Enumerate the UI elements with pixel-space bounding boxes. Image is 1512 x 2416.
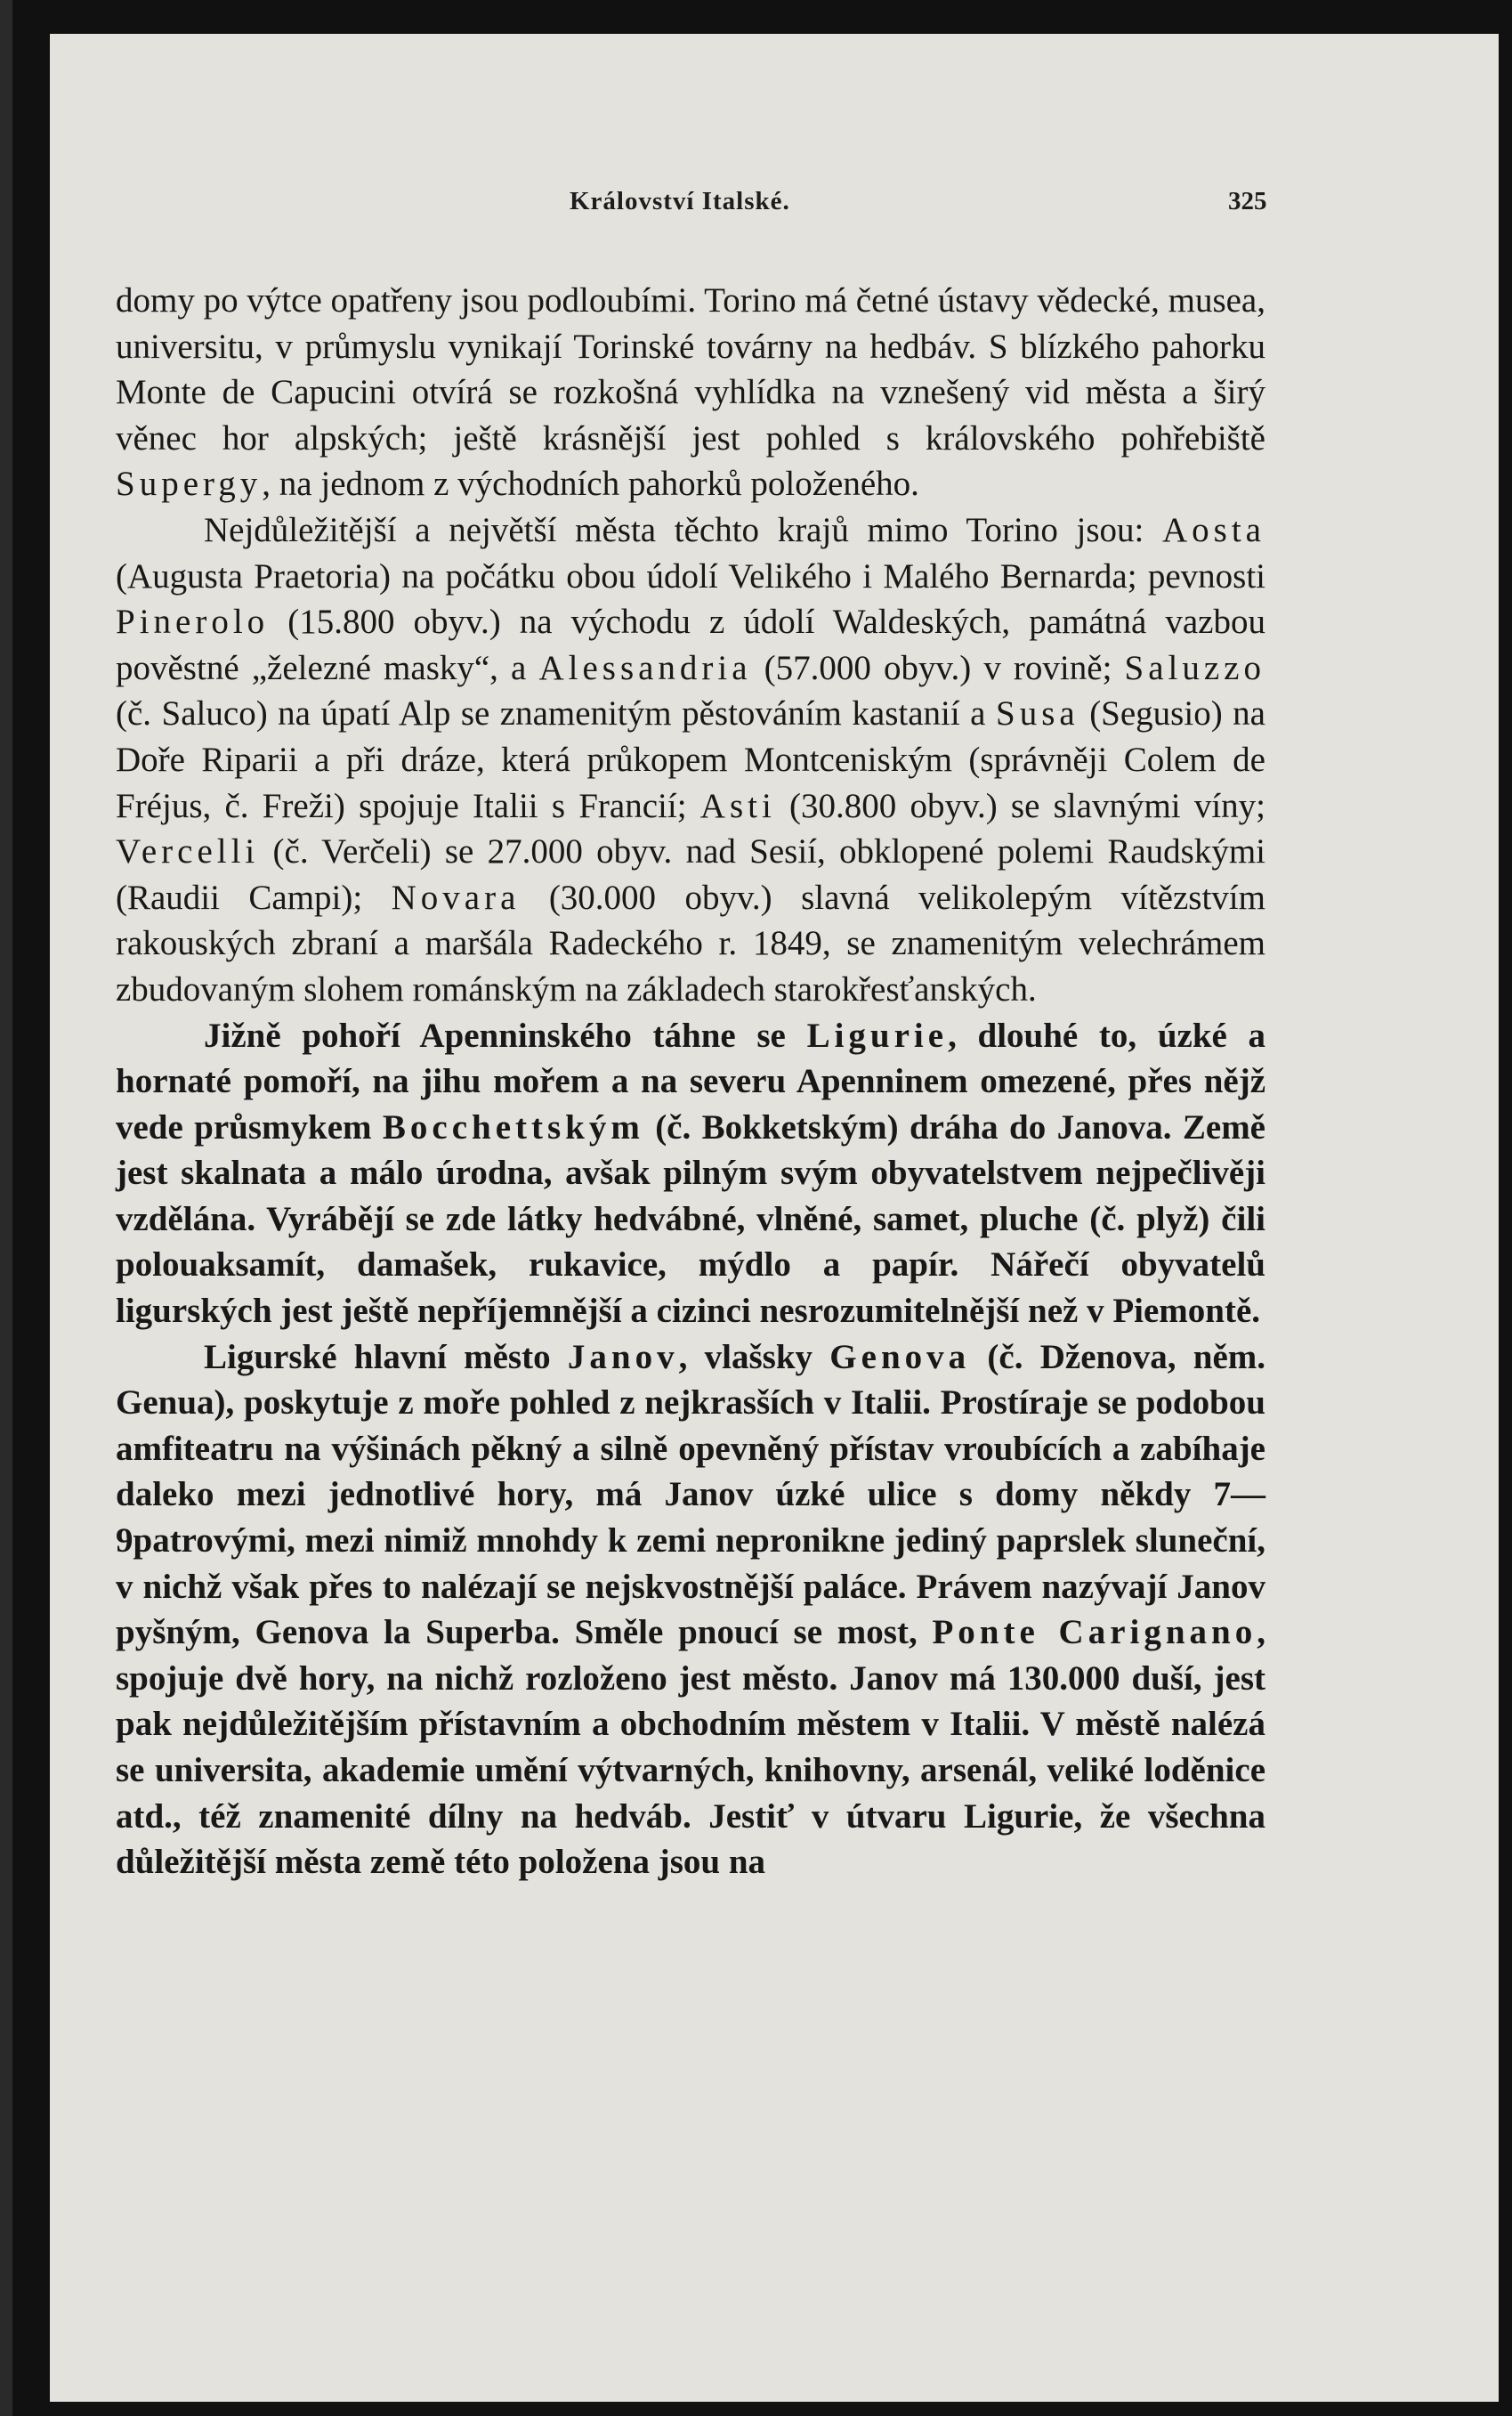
text-run: , dlouhé to, úzké a hornaté pomoří, na jihu mořem a na severu Apenninem omezené, přes nějž vede průsmykem: [116, 1016, 1266, 1147]
spaced-name: Asti: [699, 786, 776, 825]
text-run: (č. Bokketským) dráha do Janova. Země jest skalnata a málo úrodna, avšak pilným svým obyvatelstvem nejpečlivěji vzdělána. Vyrábějí se zde látky hedvábné, vlněné, samet, pluche (č. plyž) čili polouaksamít, damašek, rukavice, mýdlo a papír. Nářečí obyvatelů ligurských jest ještě nepříjemnější a cizinci nesrozumitelnější než v Piemontě.: [116, 1107, 1265, 1331]
spaced-name: Bocchettským: [382, 1107, 644, 1147]
spaced-name: Ligurie: [806, 1016, 949, 1055]
paragraph-2: [116, 507, 1265, 1013]
paragraph-1: [116, 278, 1265, 507]
paragraph-4: [116, 1334, 1265, 1885]
paragraph-3: [116, 1013, 1265, 1334]
text-run: (č. Dženova, něm. Genua), poskytuje z moře pohled z nejkrasších v Italii. Prostíraje se podobou amfiteatru na výšinách pěkný a silně opevněný přístav vroubících a zabíhaje daleko mezi jednotlivé hory, má Janov úzké ulice s domy někdy 7—9patrovými, mezi nimiž mnohdy k zemi nepronikne jediný paprslek sluneční, v nichž však přes to nalézají se nejskvostnější paláce. Právem nazývají Janov pyšným, Genova la Superba. Směle pnoucí se most,: [116, 1337, 1265, 1652]
text-run: (30.000 obyv.) slavná velikolepým vítězstvím rakouských zbraní a maršála Radeckého r. 1849, se znamenitým velechrámem zbudovaným slohem románským na základech starokřesťanských.: [116, 878, 1265, 1009]
text-run: (č. Verčeli) se 27.000 obyv. nad Sesií, obklopené polemi Raudskými (Raudii Campi);: [116, 832, 1265, 917]
text-run: (15.800 obyv.) na východu z údolí Waldeských, památná vazbou pověstné „železné masky“, a: [116, 603, 1265, 687]
page-number: 325: [1228, 187, 1267, 215]
text-run: , na jednom z východních pahorků položeného.: [262, 465, 919, 504]
spaced-name: Susa: [996, 694, 1079, 734]
text-run: Ligurské hlavní město: [204, 1337, 568, 1376]
spaced-name: Alessandria: [538, 648, 752, 687]
text-run: , vlašsky: [678, 1337, 830, 1376]
text-run: (Segusio) na Doře Riparii a při dráze, která průkopem Montceniským (správněji Colem de Fréjus, č. Freži) spojuje Italii s Francií;: [116, 694, 1265, 825]
text-run: (57.000 obyv.) v rovině;: [751, 648, 1125, 687]
text-run: , spojuje dvě hory, na nichž rozloženo jest město. Janov má 130.000 duší, jest pak nejdůležitějším přístavním a obchodním městem v Italii. V městě nalézá se universita, akademie umění výtvarných, knihovny, arsenál, veliké loděnice atd., též znamenité dílny na hedváb. Jestiť v útvaru Ligurie, že všechna důležitější města země této položena jsou na: [116, 1613, 1266, 1882]
spaced-name: Genova: [829, 1337, 971, 1376]
spaced-name: Aosta: [1162, 510, 1265, 549]
spaced-name: Vercelli: [116, 832, 260, 872]
page-text: [116, 278, 1265, 1885]
book-gutter-shadow: [0, 0, 12, 2416]
text-run: (č. Saluco) na úpatí Alp se znamenitým pěstováním kastanií a: [116, 694, 996, 734]
spaced-name: Supergy: [116, 465, 263, 504]
spaced-name: Pinerolo: [116, 603, 270, 642]
spaced-name: Janov: [567, 1337, 679, 1376]
spaced-name: Novara: [391, 878, 521, 917]
text-run: Jižně pohoří Apenninského táhne se: [204, 1016, 807, 1055]
text-run: (30.800 obyv.) se slavnými víny;: [775, 786, 1266, 825]
running-title: Království Italské.: [570, 187, 790, 215]
text-run: (Augusta Praetoria) na počátku obou údolí Velikého i Malého Bernarda; pevnosti: [116, 556, 1265, 596]
spaced-name: Ponte Carignano: [932, 1613, 1257, 1652]
text-run: Nejdůležitější a největší města těchto krajů mimo Torino jsou:: [204, 510, 1162, 549]
spaced-name: Saluzzo: [1124, 648, 1265, 687]
text-run: domy po výtce opatřeny jsou podloubími. Torino má četné ústavy vědecké, musea, universitu, v průmyslu vynikají Torinské továrny na hedbáv. S blízkého pahorku Monte de Capucini otvírá se rozkošná vyhlídka na vznešený vid města a širý věnec hor alpských; ještě krásnější jest pohled s královského pohřebiště: [116, 281, 1265, 458]
